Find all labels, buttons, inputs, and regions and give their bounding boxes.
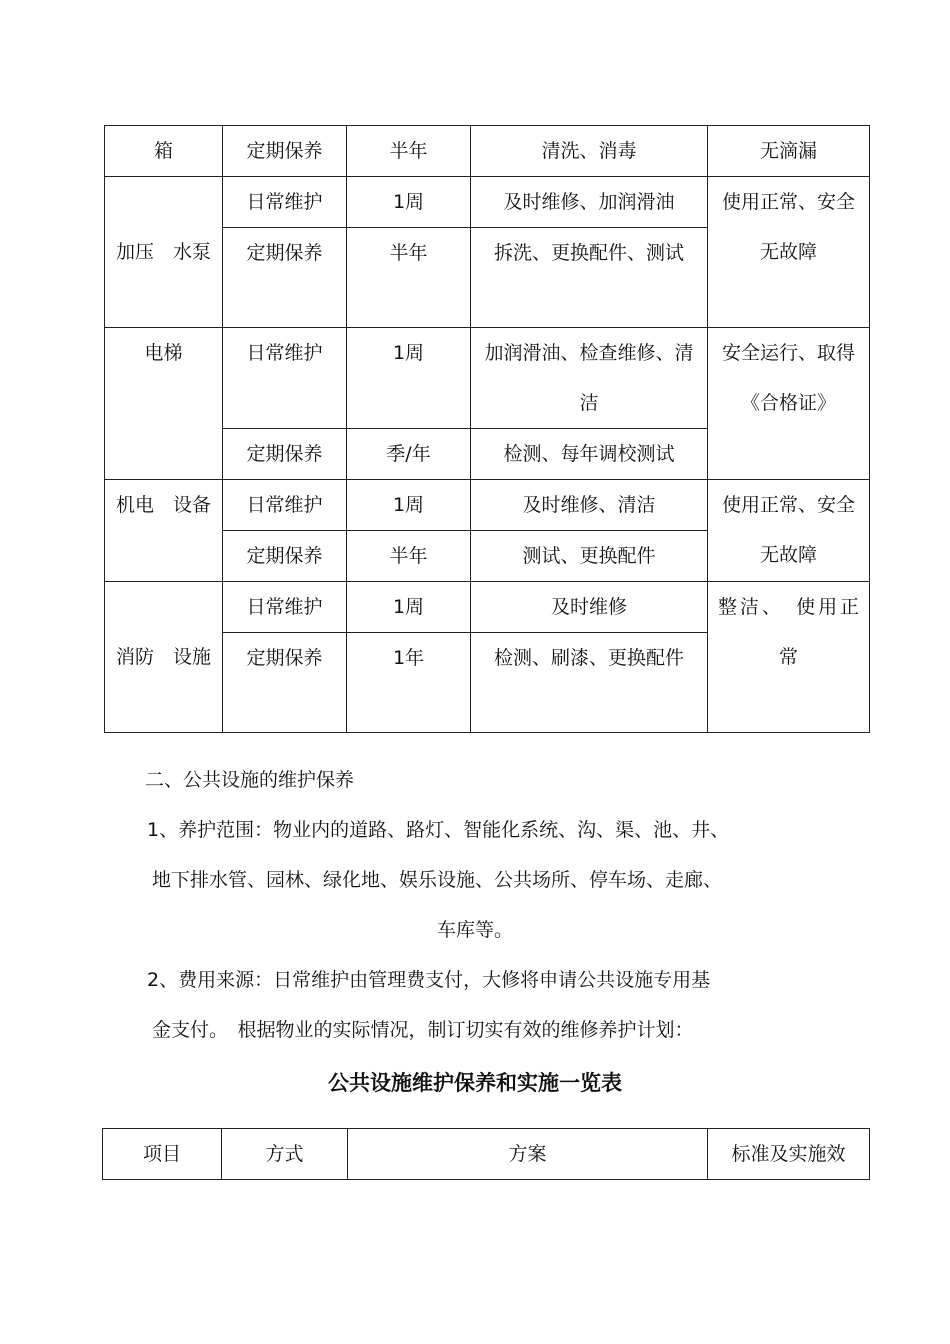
table-title: 公共设施维护保养和实施一览表: [328, 1071, 622, 1095]
table-cell: 定期保养: [223, 429, 347, 480]
table-cell: 定期保养: [223, 531, 347, 582]
paragraph-line: 车库等。: [436, 919, 513, 941]
table-cell: 日常维护: [223, 328, 347, 429]
maintenance-table: [104, 125, 870, 733]
table-cell: 定期保养: [223, 633, 347, 733]
table-cell: 定期保养: [223, 228, 347, 328]
table-cell: 定期保养: [223, 126, 347, 177]
table-cell: 1周: [347, 177, 471, 228]
table-cell: 安全运行、取得《合格证》: [708, 328, 870, 480]
table-cell: 箱: [105, 126, 223, 177]
table-cell: 半年: [347, 126, 471, 177]
paragraph-line: 金支付。 根据物业的实际情况，制订切实有效的维修养护计划：: [152, 1019, 694, 1041]
table-row: [105, 328, 870, 429]
table-cell: 日常维护: [223, 177, 347, 228]
table-cell: 半年: [347, 531, 471, 582]
table-cell-item: 电梯: [105, 328, 223, 480]
column-header: 项目: [103, 1129, 222, 1180]
table-cell: 使用正常、安全无故障: [708, 177, 870, 328]
table-cell: 加润滑油、检查维修、清洁: [471, 328, 708, 429]
table-cell: 及时维修: [471, 582, 708, 633]
table-cell-item: 机电 设备: [105, 480, 223, 582]
table-cell-item: 加压 水泵: [105, 177, 223, 328]
table-row: [105, 177, 870, 228]
column-header: 标准及实施效: [708, 1129, 870, 1180]
table-cell: 无滴漏: [708, 126, 870, 177]
table-cell: 1周: [347, 480, 471, 531]
paragraph-line: 1、养护范围：物业内的道路、路灯、智能化系统、沟、渠、池、井、: [147, 819, 730, 841]
table-cell: 日常维护: [223, 582, 347, 633]
table-row: [105, 582, 870, 633]
table-cell: 日常维护: [223, 480, 347, 531]
table-cell: 测试、更换配件: [471, 531, 708, 582]
section-heading: 二、公共设施的维护保养: [145, 769, 355, 791]
table-cell: 使用正常、安全无故障: [708, 480, 870, 582]
table-cell: 检测、刷漆、更换配件: [471, 633, 708, 733]
paragraph-line: 地下排水管、园林、绿化地、娱乐设施、公共场所、停车场、走廊、: [152, 869, 723, 891]
table-cell: 整洁、 使用正常: [708, 582, 870, 733]
table-cell: 及时维修、清洁: [471, 480, 708, 531]
table-row: [105, 480, 870, 531]
table-cell: 1周: [347, 582, 471, 633]
table-cell: 半年: [347, 228, 471, 328]
column-header: 方案: [348, 1129, 708, 1180]
facilities-table: [102, 1128, 870, 1180]
table-cell: 拆洗、更换配件、测试: [471, 228, 708, 328]
table-cell-item: 消防 设施: [105, 582, 223, 733]
table-row: [105, 126, 870, 177]
table-cell: 1年: [347, 633, 471, 733]
table-cell: 1周: [347, 328, 471, 429]
table-cell: 及时维修、加润滑油: [471, 177, 708, 228]
table-cell: 清洗、消毒: [471, 126, 708, 177]
table-cell: 季/年: [347, 429, 471, 480]
paragraph-line: 2、费用来源：日常维护由管理费支付，大修将申请公共设施专用基: [147, 969, 711, 991]
table-cell: 检测、每年调校测试: [471, 429, 708, 480]
table-header-row: [103, 1129, 870, 1180]
column-header: 方式: [222, 1129, 348, 1180]
